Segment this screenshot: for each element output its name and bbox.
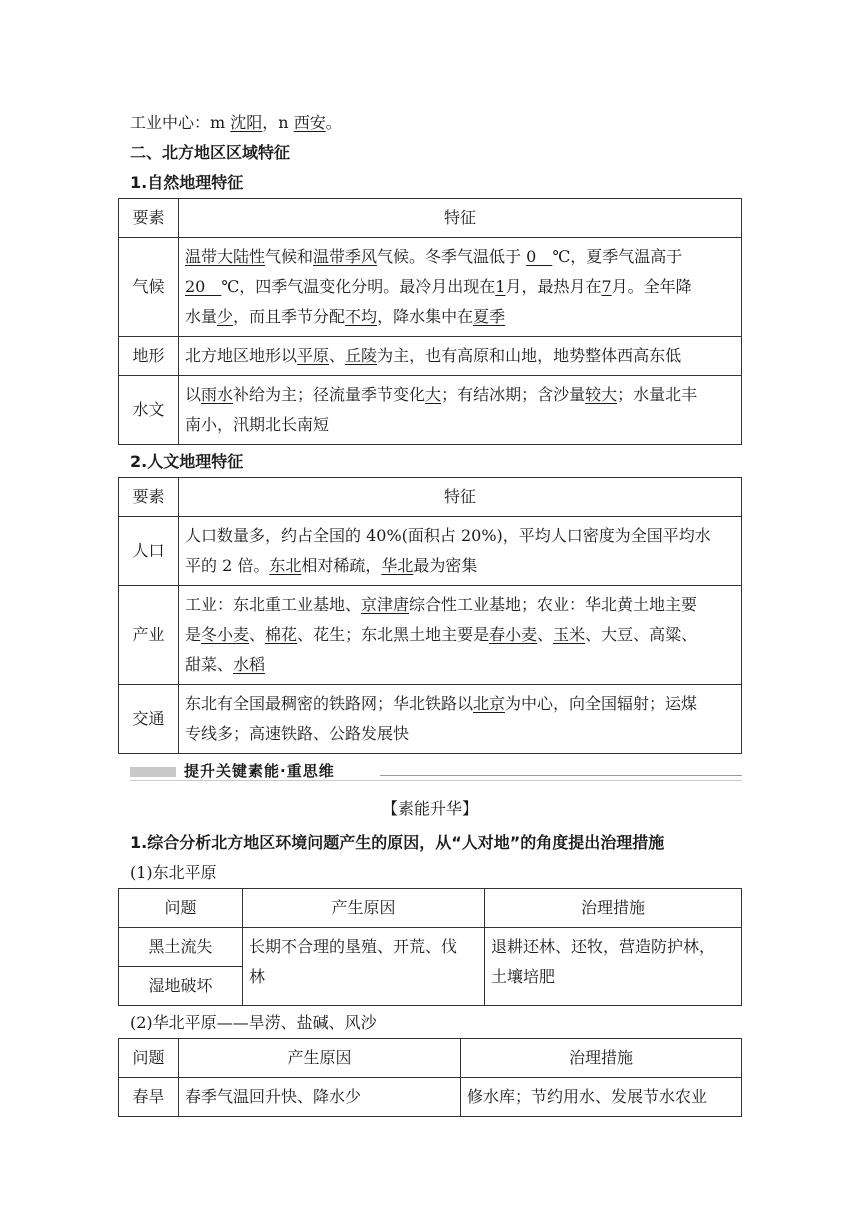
- section2-title: 二、北方地区区域特征: [130, 143, 291, 162]
- col-element: 要素: [119, 199, 179, 238]
- col-problem: 问题: [119, 1039, 179, 1078]
- row-label-climate: 气候: [119, 238, 179, 337]
- table-row: [119, 1078, 742, 1117]
- banner-rule: [380, 775, 742, 776]
- table-row: [119, 376, 742, 445]
- section-banner: [118, 758, 742, 784]
- table-row: [119, 1039, 742, 1078]
- table-row: [119, 586, 742, 685]
- climate-feature: 温带大陆性气候和温带季风气候。冬季气温低于 0 ℃，夏季气温高于 20 ℃，四季气温变化分明。最冷月出现在1月，最热月在7月。全年降 水量少，而且季节分配不均，降水集中在夏季: [179, 238, 742, 337]
- table-row: [119, 337, 742, 376]
- row-label-population: 人口: [119, 517, 179, 586]
- natural-table: [118, 198, 742, 445]
- col-cause: 产生原因: [243, 889, 485, 928]
- ne-plain-table: [118, 888, 742, 1006]
- problem-spring-drought: 春旱: [119, 1078, 179, 1117]
- problem-wetland: 湿地破坏: [119, 967, 243, 1006]
- banner-title: 提升关键素能·重思维: [184, 762, 335, 780]
- col-element: 要素: [119, 478, 179, 517]
- nc-plain-table: [118, 1038, 742, 1117]
- industry-feature: 工业：东北重工业基地、京津唐综合性工业基地；农业：华北黄土地主要 是冬小麦、棉花、花生；东北黑土地主要是春小麦、玉米、大豆、高粱、 甜菜、水稻: [179, 586, 742, 685]
- human-heading: 2.人文地理特征: [130, 452, 244, 471]
- problem-black-soil: 黑土流失: [119, 928, 243, 967]
- table-row: [119, 517, 742, 586]
- human-table: [118, 477, 742, 754]
- document-page: [118, 108, 742, 1117]
- natural-heading: 1.自然地理特征: [130, 173, 244, 192]
- col-cause: 产生原因: [179, 1039, 461, 1078]
- intro-line: 工业中心：m 沈阳，n 西安。: [130, 113, 342, 132]
- row-label-transport: 交通: [119, 685, 179, 754]
- col-problem: 问题: [119, 889, 243, 928]
- row-label-hydro: 水文: [119, 376, 179, 445]
- q1-title: 1.综合分析北方地区环境问题产生的原因，从“人对地”的角度提出治理措施: [130, 833, 665, 852]
- ne-plain-heading: (1)东北平原: [130, 863, 217, 882]
- cause-spring-drought: 春季气温回升快、降水少: [179, 1078, 461, 1117]
- col-feature: 特征: [179, 478, 742, 517]
- sub-banner: 【素能升华】: [381, 799, 478, 818]
- table-row: [119, 889, 742, 928]
- nc-plain-heading: (2)华北平原——旱涝、盐碱、风沙: [130, 1013, 377, 1032]
- table-row: [119, 685, 742, 754]
- population-feature: 人口数量多，约占全国的 40%(面积占 20%)，平均人口密度为全国平均水 平的 2 倍。东北相对稀疏，华北最为密集: [179, 517, 742, 586]
- table-row: [119, 238, 742, 337]
- city-xian: 西安: [293, 113, 326, 132]
- transport-feature: 东北有全国最稠密的铁路网；华北铁路以北京为中心，向全国辐射；运煤 专线多；高速铁路、公路发展快: [179, 685, 742, 754]
- city-shenyang: 沈阳: [230, 113, 263, 132]
- table-row: [119, 478, 742, 517]
- row-label-industry: 产业: [119, 586, 179, 685]
- col-measure: 治理措施: [461, 1039, 742, 1078]
- measure-spring-drought: 修水库；节约用水、发展节水农业: [461, 1078, 742, 1117]
- banner-gray-block: [130, 767, 176, 777]
- table-row: [119, 928, 742, 967]
- measure-cell: 退耕还林、还牧，营造防护林， 土壤培肥: [485, 928, 742, 1006]
- col-measure: 治理措施: [485, 889, 742, 928]
- cause-cell: 长期不合理的垦殖、开荒、伐 林: [243, 928, 485, 1006]
- terrain-feature: 北方地区地形以平原、丘陵为主，也有高原和山地，地势整体西高东低: [179, 337, 742, 376]
- table-row: [119, 199, 742, 238]
- col-feature: 特征: [179, 199, 742, 238]
- hydro-feature: 以雨水补给为主；径流量季节变化大；有结冰期；含沙量较大；水量北丰 南小，汛期北长南短: [179, 376, 742, 445]
- banner-rule-lower: [130, 780, 742, 781]
- row-label-terrain: 地形: [119, 337, 179, 376]
